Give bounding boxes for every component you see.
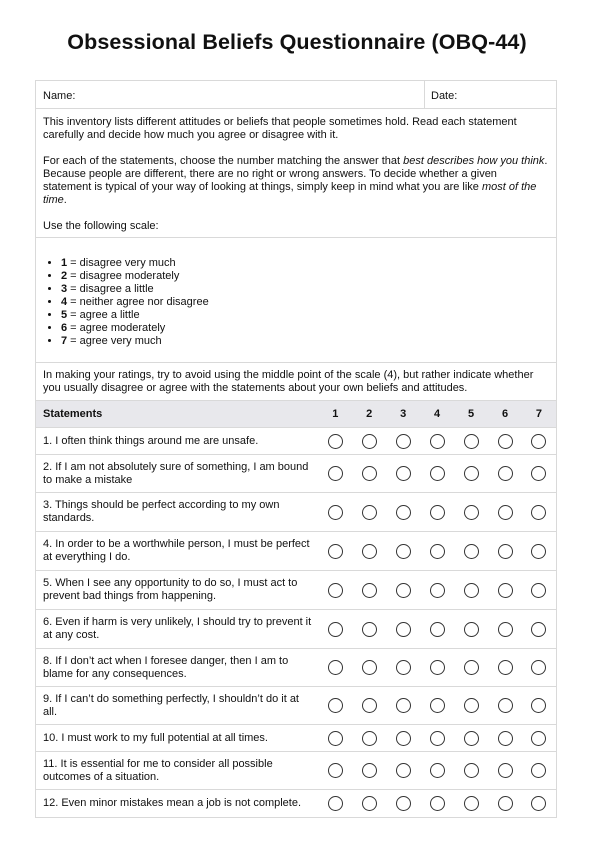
rating-cell	[454, 505, 488, 520]
table-row	[36, 532, 556, 571]
rating-radio-3[interactable]	[396, 622, 411, 637]
rating-radio-6[interactable]	[498, 731, 513, 746]
rating-radio-6[interactable]	[498, 544, 513, 559]
rating-radio-5[interactable]	[464, 731, 479, 746]
rating-radio-3[interactable]	[396, 583, 411, 598]
rating-cell	[318, 622, 352, 637]
statement-text: 3. Things should be perfect according to my own standards.	[43, 499, 280, 524]
rating-radio-4[interactable]	[430, 698, 445, 713]
rating-radio-2[interactable]	[362, 731, 377, 746]
rating-cell	[386, 796, 420, 811]
rating-radio-4[interactable]	[430, 622, 445, 637]
rating-radio-6[interactable]	[498, 796, 513, 811]
rating-radio-2[interactable]	[362, 796, 377, 811]
rating-radio-7[interactable]	[531, 544, 546, 559]
scale-item	[61, 296, 556, 309]
statements-header: Statements	[43, 408, 103, 420]
scale-item	[61, 322, 556, 335]
rating-cell	[488, 583, 522, 598]
table-row	[36, 687, 556, 725]
rating-radio-3[interactable]	[396, 434, 411, 449]
rating-radio-5[interactable]	[464, 698, 479, 713]
rating-radio-2[interactable]	[362, 434, 377, 449]
rating-radio-4[interactable]	[430, 583, 445, 598]
rating-radio-5[interactable]	[464, 796, 479, 811]
rating-cell	[454, 660, 488, 675]
scale-number: 2	[61, 270, 68, 282]
rating-cell	[386, 505, 420, 520]
rating-cell	[522, 434, 556, 449]
table-row	[36, 752, 556, 790]
instructions-text: . Because people are different, there are no right or wrong answers. To decide whether a given statement is typical of your way of looking at things, simply keep in mind what you are like	[43, 155, 548, 193]
rating-cell	[318, 544, 352, 559]
rating-cell	[386, 660, 420, 675]
instructions	[36, 109, 556, 238]
rating-cell	[352, 505, 386, 520]
rating-radio-4[interactable]	[430, 731, 445, 746]
rating-radio-2[interactable]	[362, 622, 377, 637]
rating-cell	[420, 544, 454, 559]
column-header-1: 1	[332, 408, 339, 420]
rating-cell	[522, 660, 556, 675]
rating-cell	[386, 698, 420, 713]
rating-cell	[488, 505, 522, 520]
rating-cell	[352, 434, 386, 449]
rating-cell	[454, 731, 488, 746]
date-field[interactable]: Date:	[431, 90, 458, 102]
rating-cell	[318, 434, 352, 449]
statement-text: 5. When I see any opportunity to do so, I must act to prevent bad things from happening.	[43, 577, 298, 602]
rating-radio-3[interactable]	[396, 731, 411, 746]
table-row	[36, 455, 556, 493]
rating-radio-1[interactable]	[328, 763, 343, 778]
rating-radio-4[interactable]	[430, 796, 445, 811]
instructions-paragraph-2	[43, 155, 548, 207]
table-row	[36, 493, 556, 532]
scale-description: = disagree a little	[67, 283, 154, 295]
rating-radio-2[interactable]	[362, 505, 377, 520]
rating-radio-1[interactable]	[328, 466, 343, 481]
questionnaire-form	[35, 80, 557, 818]
rating-radio-1[interactable]	[328, 622, 343, 637]
scale-item	[61, 283, 556, 296]
rating-radio-5[interactable]	[464, 763, 479, 778]
table-row	[36, 610, 556, 649]
rating-radio-3[interactable]	[396, 505, 411, 520]
rating-cell	[386, 583, 420, 598]
rating-radio-7[interactable]	[531, 505, 546, 520]
rating-radio-2[interactable]	[362, 466, 377, 481]
scale-number: 6	[61, 322, 68, 334]
scale-item	[61, 335, 556, 348]
rating-radio-3[interactable]	[396, 763, 411, 778]
rating-cell	[488, 434, 522, 449]
rating-cell	[488, 544, 522, 559]
rating-radio-1[interactable]	[328, 698, 343, 713]
statements-table-body	[36, 428, 556, 817]
rating-radio-1[interactable]	[328, 583, 343, 598]
scale-description: = agree a little	[67, 309, 140, 321]
rating-cell	[454, 763, 488, 778]
scale-description: = disagree very much	[67, 257, 176, 269]
rating-radio-4[interactable]	[430, 505, 445, 520]
rating-cell	[454, 698, 488, 713]
rating-cell	[386, 466, 420, 481]
statement-text: 12. Even minor mistakes mean a job is not complete.	[43, 797, 302, 809]
rating-radio-1[interactable]	[328, 731, 343, 746]
rating-cell	[488, 763, 522, 778]
rating-cell	[420, 763, 454, 778]
table-row	[36, 725, 556, 752]
rating-radio-4[interactable]	[430, 660, 445, 675]
rating-radio-4[interactable]	[430, 544, 445, 559]
rating-scale	[36, 238, 556, 363]
table-row	[36, 571, 556, 610]
rating-cell	[386, 763, 420, 778]
table-row	[36, 790, 556, 817]
scale-number: 1	[61, 257, 68, 269]
rating-cell	[454, 583, 488, 598]
rating-cell	[420, 796, 454, 811]
rating-cell	[318, 731, 352, 746]
column-header-6: 6	[501, 408, 509, 420]
rating-radio-6[interactable]	[498, 505, 513, 520]
table-header	[36, 401, 556, 428]
rating-cell	[420, 731, 454, 746]
page-title: Obsessional Beliefs Questionnaire (OBQ-44)	[67, 30, 527, 54]
rating-radio-4[interactable]	[430, 434, 445, 449]
rating-cell	[318, 796, 352, 811]
rating-note: In making your ratings, try to avoid using the middle point of the scale (4), but rather indicate whether you usually disagree or agree with the statements about your own beliefs and attitudes.	[36, 363, 556, 401]
instructions-emphasis: most of the time	[43, 181, 537, 206]
instructions-text: For each of the statements, choose the number matching the answer that	[43, 155, 404, 167]
column-header-2: 2	[366, 408, 373, 420]
scale-item	[61, 309, 556, 322]
rating-cell	[488, 466, 522, 481]
rating-cell	[420, 583, 454, 598]
rating-cell	[522, 622, 556, 637]
rating-cell	[352, 544, 386, 559]
scale-number: 7	[61, 335, 68, 347]
name-date-row	[36, 81, 556, 109]
instructions-paragraph-1: This inventory lists different attitudes or beliefs that people sometimes hold. Read each statement carefully and decide how much you agree or disagree with it.	[43, 116, 517, 141]
rating-cell	[454, 544, 488, 559]
rating-cell	[352, 698, 386, 713]
rating-radio-3[interactable]	[396, 698, 411, 713]
rating-radio-1[interactable]	[328, 434, 343, 449]
statement-text: 11. It is essential for me to consider all possible outcomes of a situation.	[43, 757, 273, 783]
rating-radio-7[interactable]	[531, 763, 546, 778]
rating-cell	[318, 466, 352, 481]
rating-radio-2[interactable]	[362, 698, 377, 713]
rating-radio-7[interactable]	[531, 796, 546, 811]
statement-text: 9. If I can’t do something perfectly, I shouldn’t do it at all.	[43, 692, 299, 718]
scale-description: = agree moderately	[67, 322, 166, 334]
rating-cell	[522, 505, 556, 520]
rating-cell	[352, 583, 386, 598]
rating-radio-2[interactable]	[362, 544, 377, 559]
rating-radio-7[interactable]	[531, 583, 546, 598]
rating-radio-7[interactable]	[531, 731, 546, 746]
rating-radio-2[interactable]	[362, 763, 377, 778]
scale-description: = agree very much	[67, 335, 162, 347]
table-row	[36, 428, 556, 455]
rating-cell	[318, 698, 352, 713]
rating-radio-2[interactable]	[362, 660, 377, 675]
rating-radio-2[interactable]	[362, 583, 377, 598]
rating-cell	[386, 434, 420, 449]
rating-cell	[420, 505, 454, 520]
name-field[interactable]: Name:	[36, 81, 425, 108]
rating-radio-6[interactable]	[498, 660, 513, 675]
rating-radio-6[interactable]	[498, 583, 513, 598]
rating-radio-6[interactable]	[498, 622, 513, 637]
rating-radio-6[interactable]	[498, 466, 513, 481]
rating-radio-1[interactable]	[328, 796, 343, 811]
statement-text: 6. Even if harm is very unlikely, I should try to prevent it at any cost.	[43, 616, 312, 641]
rating-cell	[488, 698, 522, 713]
scale-description: = neither agree nor disagree	[67, 296, 209, 308]
rating-radio-7[interactable]	[531, 466, 546, 481]
rating-radio-1[interactable]	[328, 505, 343, 520]
rating-radio-5[interactable]	[464, 505, 479, 520]
rating-cell	[386, 544, 420, 559]
rating-radio-5[interactable]	[464, 583, 479, 598]
rating-cell	[420, 698, 454, 713]
rating-radio-6[interactable]	[498, 698, 513, 713]
rating-cell	[352, 731, 386, 746]
rating-cell	[318, 660, 352, 675]
rating-cell	[386, 622, 420, 637]
rating-radio-3[interactable]	[396, 544, 411, 559]
rating-radio-7[interactable]	[531, 660, 546, 675]
rating-radio-4[interactable]	[430, 763, 445, 778]
rating-radio-6[interactable]	[498, 434, 513, 449]
rating-radio-3[interactable]	[396, 660, 411, 675]
scale-number: 4	[61, 296, 68, 308]
rating-cell	[386, 731, 420, 746]
rating-cell	[318, 763, 352, 778]
rating-cell	[352, 622, 386, 637]
column-header-7: 7	[535, 408, 543, 420]
rating-cell	[420, 622, 454, 637]
rating-cell	[522, 796, 556, 811]
rating-cell	[454, 434, 488, 449]
column-header-3: 3	[400, 408, 407, 420]
rating-radio-1[interactable]	[328, 660, 343, 675]
rating-cell	[454, 622, 488, 637]
instructions-text: .	[63, 194, 67, 206]
rating-radio-5[interactable]	[464, 660, 479, 675]
rating-cell	[522, 466, 556, 481]
statement-text: 2. If I am not absolutely sure of something, I am bound to make a mistake	[43, 460, 309, 486]
rating-cell	[352, 660, 386, 675]
rating-cell	[420, 660, 454, 675]
rating-cell	[352, 763, 386, 778]
rating-radio-3[interactable]	[396, 796, 411, 811]
rating-radio-6[interactable]	[498, 763, 513, 778]
rating-radio-7[interactable]	[531, 434, 546, 449]
instructions-paragraph-3: Use the following scale:	[43, 220, 159, 232]
scale-number: 3	[61, 283, 68, 295]
rating-cell	[522, 698, 556, 713]
rating-cell	[522, 763, 556, 778]
rating-radio-1[interactable]	[328, 544, 343, 559]
rating-radio-5[interactable]	[464, 466, 479, 481]
rating-cell	[488, 660, 522, 675]
scale-number: 5	[61, 309, 68, 321]
rating-cell	[352, 466, 386, 481]
rating-cell	[522, 731, 556, 746]
rating-radio-5[interactable]	[464, 434, 479, 449]
scale-item	[61, 270, 556, 283]
rating-cell	[352, 796, 386, 811]
rating-cell	[488, 622, 522, 637]
rating-cell	[522, 544, 556, 559]
rating-radio-5[interactable]	[464, 622, 479, 637]
rating-radio-4[interactable]	[430, 466, 445, 481]
rating-cell	[488, 731, 522, 746]
rating-cell	[318, 505, 352, 520]
rating-cell	[454, 796, 488, 811]
rating-cell	[420, 466, 454, 481]
statement-text: 4. In order to be a worthwhile person, I must be perfect at everything I do.	[43, 538, 310, 563]
statement-text: 8. If I don’t act when I foresee danger, then I am to blame for any consequences.	[43, 654, 289, 680]
table-row	[36, 649, 556, 687]
rating-radio-3[interactable]	[396, 466, 411, 481]
rating-cell	[522, 583, 556, 598]
statement-text: 1. I often think things around me are unsafe.	[43, 434, 259, 447]
rating-radio-7[interactable]	[531, 622, 546, 637]
column-header-4: 4	[434, 408, 441, 420]
rating-cell	[454, 466, 488, 481]
instructions-emphasis: best describes how you think	[403, 155, 545, 167]
rating-cell	[318, 583, 352, 598]
rating-radio-7[interactable]	[531, 698, 546, 713]
scale-list	[36, 257, 556, 348]
scale-item	[61, 257, 556, 270]
rating-cell	[488, 796, 522, 811]
scale-description: = disagree moderately	[67, 270, 180, 282]
rating-radio-5[interactable]	[464, 544, 479, 559]
statement-text: 10. I must work to my full potential at all times.	[43, 731, 268, 744]
column-header-5: 5	[468, 408, 475, 420]
rating-cell	[420, 434, 454, 449]
